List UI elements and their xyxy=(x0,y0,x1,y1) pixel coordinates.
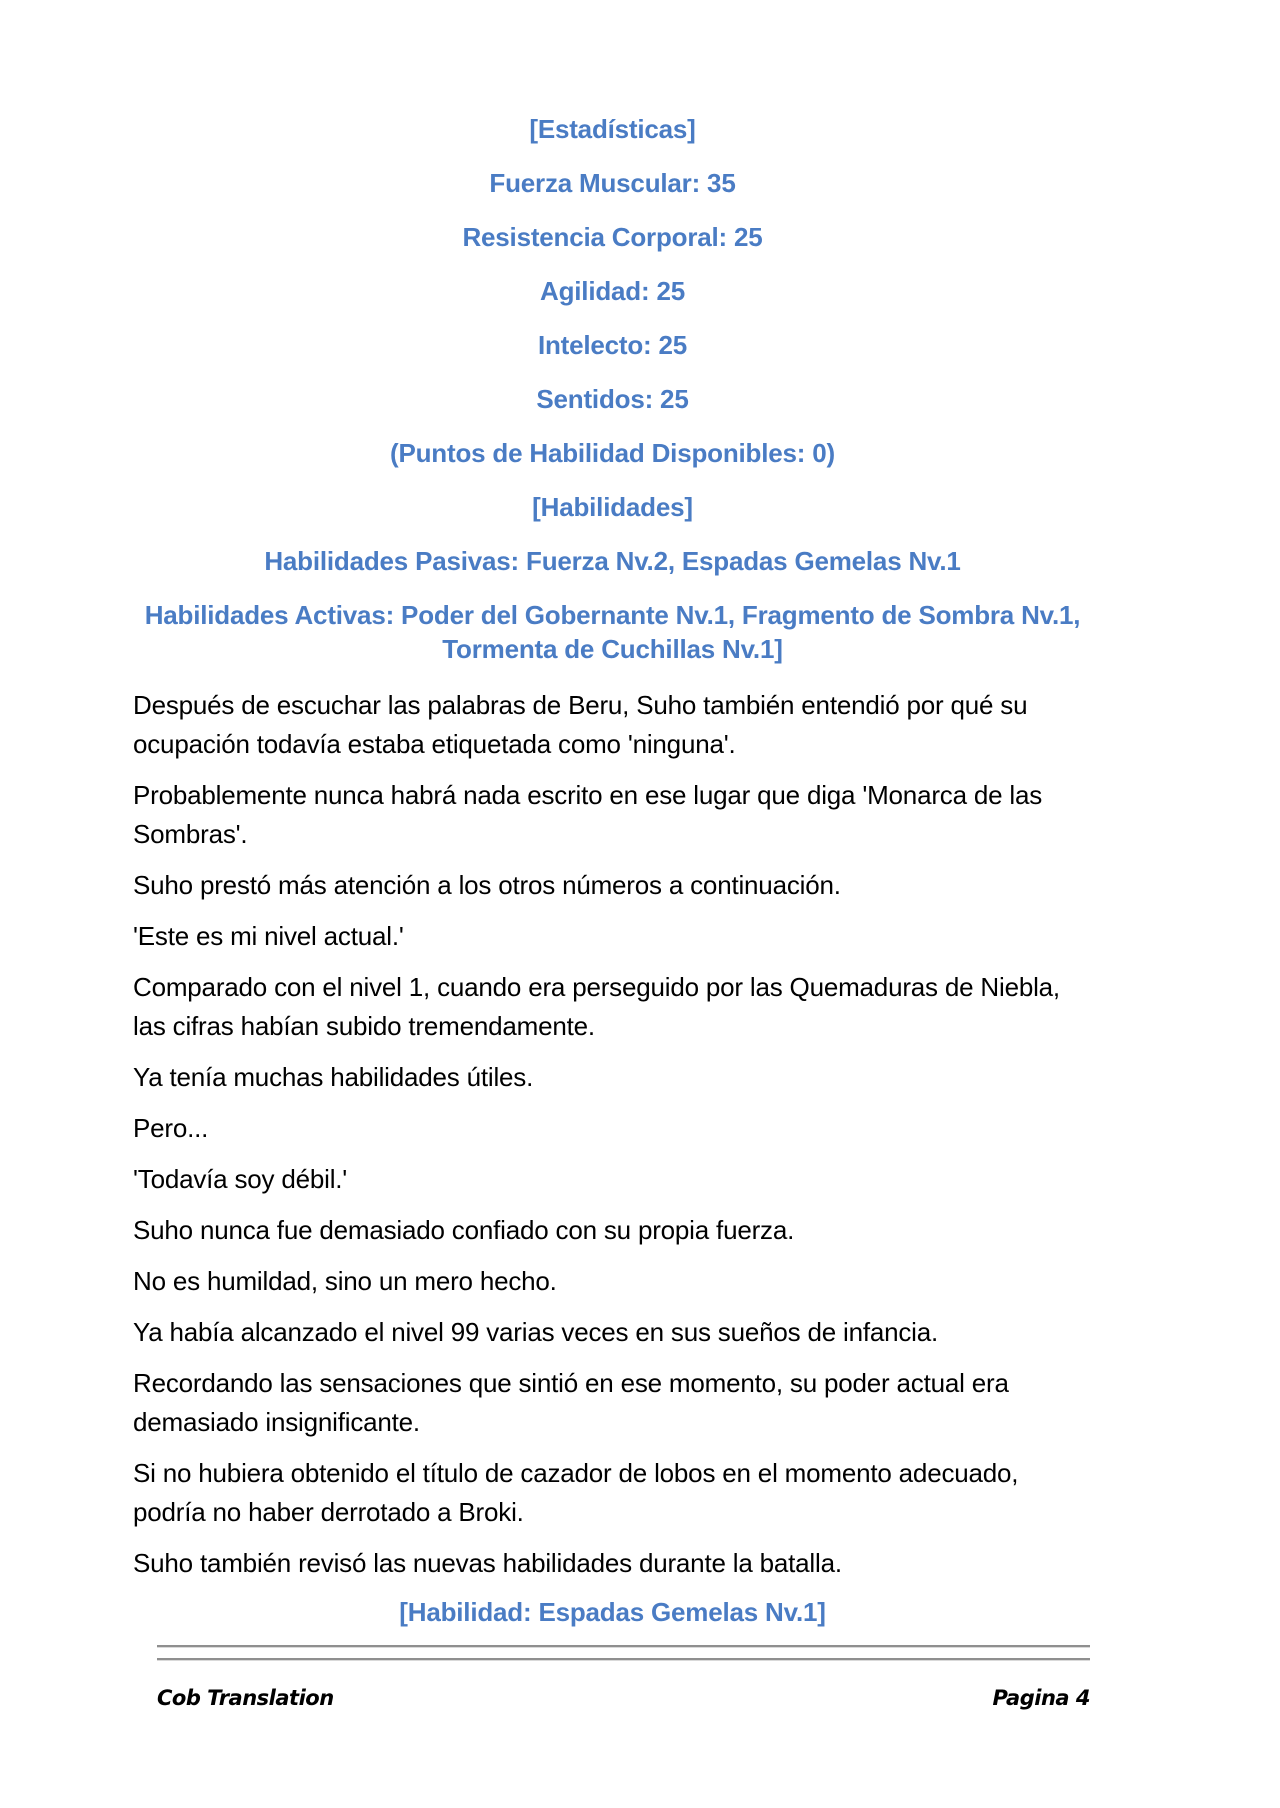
body-paragraph: 'Este es mi nivel actual.' xyxy=(133,921,404,951)
footer-separator xyxy=(157,1645,1090,1660)
body-paragraph: Ya tenía muchas habilidades útiles. xyxy=(133,1062,534,1092)
body-paragraph: Suho prestó más atención a los otros números a continuación. xyxy=(133,870,841,900)
footer-translator-credit: Cob Translation xyxy=(157,1686,334,1710)
body-paragraph: Después de escuchar las palabras de Beru, Suho también entendió por qué su ocupación todavía estaba etiquetada como 'ninguna'. xyxy=(133,690,1028,759)
body-paragraph: 'Todavía soy débil.' xyxy=(133,1164,348,1194)
skills-title: [Habilidades] xyxy=(532,492,693,522)
body-paragraph: Recordando las sensaciones que sintió en ese momento, su poder actual era demasiado insignificante. xyxy=(133,1368,1009,1437)
stat-available-points: (Puntos de Habilidad Disponibles: 0) xyxy=(390,438,835,468)
body-paragraph: Suho también revisó las nuevas habilidades durante la batalla. xyxy=(133,1548,842,1578)
stats-title: [Estadísticas] xyxy=(529,114,696,144)
body-paragraph: Si no hubiera obtenido el título de cazador de lobos en el momento adecuado, podría no haber derrotado a Broki. xyxy=(133,1458,1019,1527)
footer-page-number: Pagina 4 xyxy=(992,1686,1090,1710)
stat-agility: Agilidad: 25 xyxy=(540,276,685,306)
stat-intellect: Intelecto: 25 xyxy=(537,330,688,360)
separator-line-bottom xyxy=(157,1658,1090,1660)
stat-body-resistance: Resistencia Corporal: 25 xyxy=(462,222,763,252)
body-paragraph: Probablemente nunca habrá nada escrito en ese lugar que diga 'Monarca de las Sombras'. xyxy=(133,780,1043,849)
document-content xyxy=(133,112,1092,1710)
body-paragraph: Suho nunca fue demasiado confiado con su propia fuerza. xyxy=(133,1215,795,1245)
skill-twin-swords-heading: [Habilidad: Espadas Gemelas Nv.1] xyxy=(399,1597,826,1627)
body-paragraph: Comparado con el nivel 1, cuando era perseguido por las Quemaduras de Niebla, las cifras habían subido tremendamente. xyxy=(133,972,1060,1041)
active-skills-line: Habilidades Activas: Poder del Gobernante Nv.1, Fragmento de Sombra Nv.1, Tormenta de Cuchillas Nv.1] xyxy=(144,600,1081,664)
stat-senses: Sentidos: 25 xyxy=(536,384,689,414)
body-paragraph: Pero... xyxy=(133,1113,209,1143)
body-paragraph: Ya había alcanzado el nivel 99 varias veces en sus sueños de infancia. xyxy=(133,1317,939,1347)
separator-line-top xyxy=(157,1645,1090,1647)
body-paragraph: No es humildad, sino un mero hecho. xyxy=(133,1266,557,1296)
passive-skills-line: Habilidades Pasivas: Fuerza Nv.2, Espadas Gemelas Nv.1 xyxy=(264,546,961,576)
page-footer xyxy=(157,1686,1090,1710)
stat-muscular-strength: Fuerza Muscular: 35 xyxy=(489,168,736,198)
